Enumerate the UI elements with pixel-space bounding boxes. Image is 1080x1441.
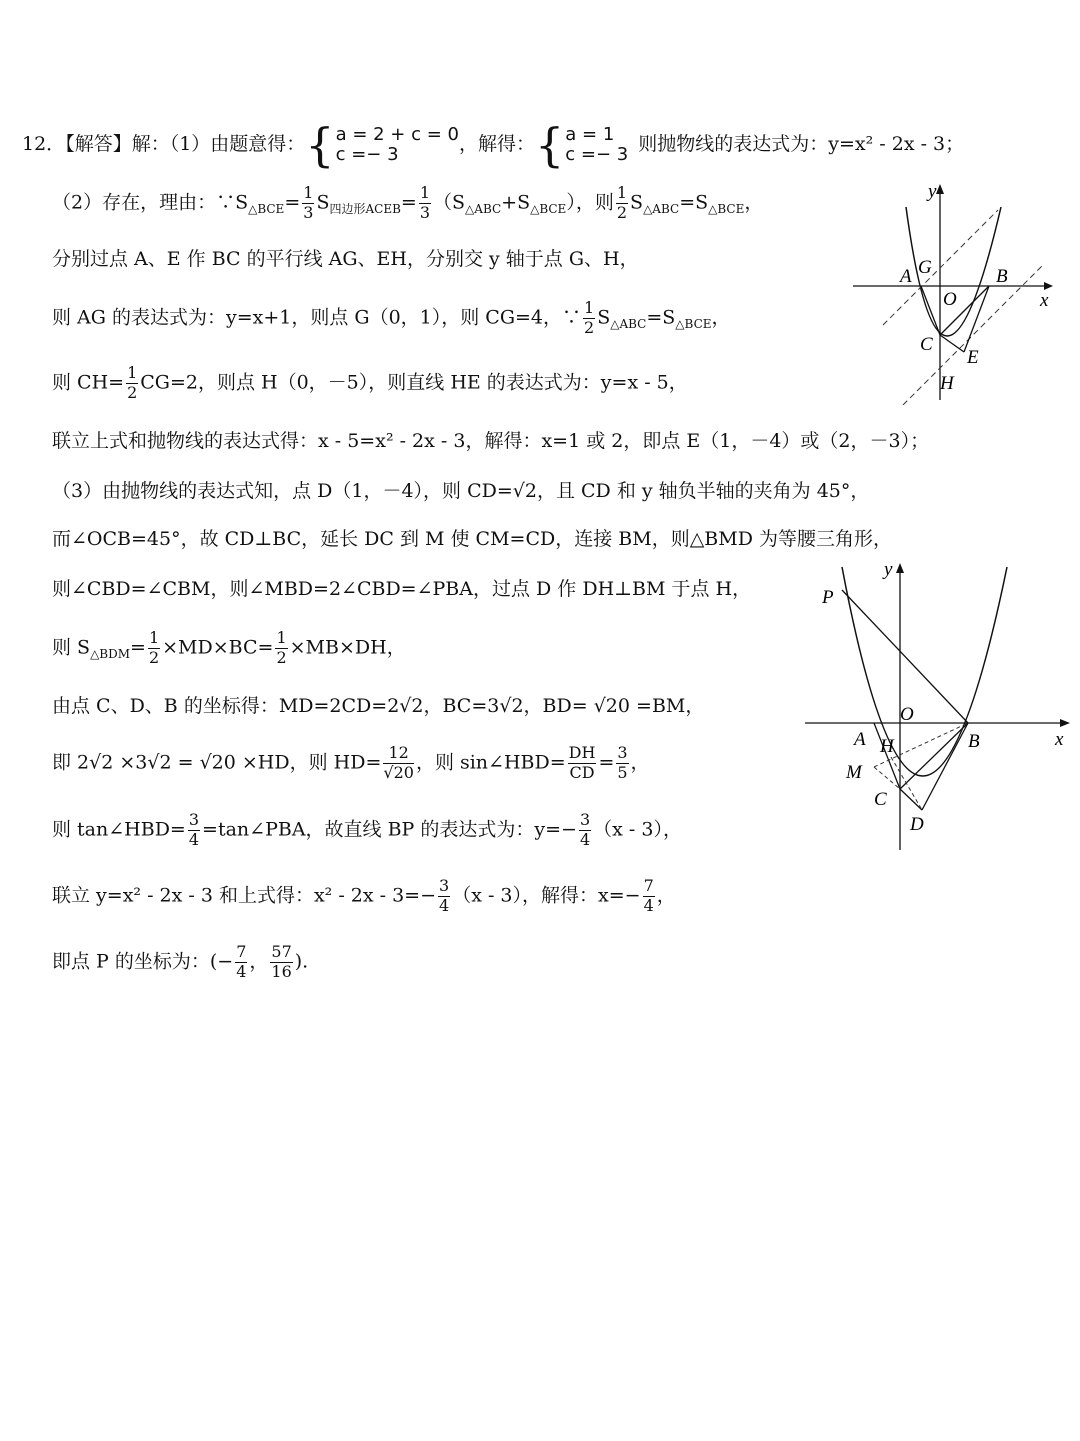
system-brace-2: {	[535, 118, 565, 172]
system1-row2: c =− 3	[335, 144, 399, 165]
part1-lead: 解：（1）由题意得：	[131, 133, 306, 155]
p2-l4a: 则 CH=	[52, 371, 125, 394]
p2-sub: 四边形ACEB	[329, 202, 401, 217]
p2-eq: =	[284, 191, 301, 214]
p3-l7c: （x - 3），	[593, 818, 682, 841]
p3-l4d: ×MB×DH，	[289, 636, 406, 659]
fraction-12-sqrt20	[383, 745, 414, 782]
numerator: 3	[188, 810, 200, 829]
fraction-3-5	[616, 745, 628, 782]
fraction-7-4	[643, 878, 655, 915]
equation-system-2	[565, 125, 628, 165]
denominator: 5	[617, 762, 628, 782]
numerator: DH	[568, 743, 596, 762]
label-e: E	[967, 347, 979, 368]
p2-sub: △BCE	[675, 317, 712, 332]
p2-eq: =S	[679, 191, 709, 214]
denominator: 4	[236, 961, 247, 981]
x-axis-arrow-icon	[1044, 282, 1053, 290]
p3-l7a: 则 tan∠HBD=	[52, 818, 186, 841]
label-a: A	[854, 729, 866, 750]
p3-l6b: ，则 sin∠HBD=	[415, 751, 566, 774]
numerator: 3	[579, 810, 591, 829]
part3-line-2	[52, 530, 892, 549]
fraction-dh-cd	[568, 745, 597, 782]
equation-system-1	[336, 125, 459, 165]
p3-l7b: =tan∠PBA，故直线 BP 的表达式为：y=−	[202, 818, 577, 841]
fraction-1-2	[583, 300, 595, 337]
parabola	[842, 567, 1007, 776]
answer-tag: 【解答】	[65, 133, 132, 155]
part3-line-7	[52, 812, 682, 849]
label-o: O	[900, 704, 914, 725]
numerator: 1	[276, 628, 287, 647]
label-d: D	[910, 814, 924, 835]
p2-l5: 联立上式和抛物线的表达式得：x - 5=x² - 2x - 3，解得：x=1 或 2，即点 E（1，－4）或（2，－3）；	[52, 430, 930, 452]
system-brace-1: {	[305, 118, 335, 172]
segment-ac	[921, 286, 940, 335]
denominator: 2	[148, 647, 160, 667]
p3-sub: △BDM	[90, 647, 131, 662]
p3-comma: ，	[630, 751, 650, 774]
p2-l3a: 则 AG 的表达式为：y=x+1，则点 G（0，1），则 CG=4，∵	[52, 306, 582, 329]
p2-sub: △ABC	[610, 317, 647, 332]
part2-line-4	[52, 365, 688, 402]
fraction-7-4	[235, 944, 247, 981]
sqrt-2: √2	[512, 480, 537, 502]
numerator: 3	[439, 876, 450, 895]
part2-line-3	[52, 300, 731, 337]
p3-comma: ，	[656, 884, 676, 907]
label-b: B	[968, 731, 980, 752]
part3-line-8	[52, 878, 676, 915]
system2-row2: c =− 3	[565, 144, 629, 165]
numerator: 1	[616, 183, 628, 202]
label-c: C	[874, 789, 887, 810]
numerator: 3	[617, 743, 628, 762]
label-b: B	[996, 266, 1008, 287]
label-g: G	[918, 257, 932, 278]
denominator: 2	[276, 647, 287, 667]
label-y: y	[884, 559, 893, 580]
part3-line-5	[52, 697, 704, 716]
p3-l4c: ×MD×BC=	[162, 636, 274, 659]
question-line-1	[22, 118, 965, 172]
p3-l1c: ，且 CD 和 y 轴负半轴的夹角为 45°，	[536, 480, 870, 502]
p3-l3: 则∠CBD=∠CBM，则∠MBD=2∠CBD=∠PBA，过点 D 作 DH⊥BM 于点 H，	[52, 578, 752, 600]
p2-comma: ，	[744, 191, 764, 214]
p2-comma: ，	[711, 306, 731, 329]
p3-l4a: 则 S	[52, 636, 91, 659]
p2-s: S	[316, 191, 330, 214]
segment-cd	[900, 789, 922, 810]
question-number: 12．	[22, 133, 66, 155]
denominator: √20	[383, 762, 414, 782]
denominator: 2	[616, 202, 628, 222]
numerator: 7	[643, 876, 654, 895]
numerator: 7	[236, 942, 247, 961]
label-a: A	[900, 266, 912, 287]
label-y: y	[928, 181, 937, 202]
p2-sub: △ABC	[465, 202, 502, 217]
denominator: CD	[569, 762, 595, 782]
denominator: 4	[439, 895, 450, 915]
p2-sub: △ABC	[643, 202, 680, 217]
p2-l2: 分别过点 A、E 作 BC 的平行线 AG、EH，分别交 y 轴于点 G、H，	[52, 248, 639, 270]
figure-part3	[800, 555, 1075, 855]
numerator: 1	[127, 363, 138, 382]
p3-l9c: ).	[294, 950, 309, 973]
part3-line-4	[52, 630, 406, 667]
part3-line-6	[52, 745, 650, 782]
y-axis-arrow-icon	[896, 563, 904, 573]
p3-l5: 由点 C、D、B 的坐标得：MD=2CD=2√2，BC=3√2，BD= √20 =BM，	[52, 695, 705, 717]
label-h: H	[880, 736, 894, 757]
p2-eq: =S	[646, 306, 676, 329]
numerator: 1	[584, 298, 595, 317]
p2-sub: △BCE	[248, 202, 285, 217]
p2-s: S	[630, 191, 644, 214]
part2-line-2	[52, 250, 639, 269]
label-c: C	[920, 334, 933, 355]
label-o: O	[943, 289, 957, 310]
label-x: x	[1040, 290, 1049, 311]
p2-l4b: CG=2，则点 H（0，－5），则直线 HE 的表达式为：y=x - 5，	[140, 371, 688, 394]
figure-part2	[848, 175, 1058, 405]
label-h: H	[940, 373, 954, 394]
denominator: 2	[584, 317, 595, 337]
p3-l8b: （x - 3），解得：x=−	[452, 884, 641, 907]
label-m: M	[846, 762, 862, 783]
p3-l6a: 即 2√2 ×3√2 = √20 ×HD，则 HD=	[52, 751, 382, 774]
numerator: 1	[419, 183, 431, 202]
p2-l1a: （2）存在，理由：∵S	[52, 191, 249, 214]
part1-solved-text: ，解得：	[459, 133, 536, 155]
numerator: 1	[148, 628, 160, 647]
system2-row1: a = 1	[565, 124, 615, 146]
label-p: P	[822, 587, 834, 608]
p3-eq: =	[598, 751, 615, 774]
segment-db	[922, 723, 968, 810]
denominator: 4	[579, 829, 591, 849]
denominator: 4	[188, 829, 200, 849]
numerator: 1	[303, 183, 314, 202]
segment-cb	[900, 723, 968, 789]
segment-ce	[940, 335, 964, 352]
part1-result: 则抛物线的表达式为：y=x² - 2x - 3；	[638, 133, 965, 155]
y-axis-arrow-icon	[936, 184, 944, 194]
numerator: 57	[271, 942, 292, 961]
p2-paren: （S	[433, 191, 466, 214]
part3-line-3	[52, 580, 751, 599]
system1-row1: a = 2 + c = 0	[335, 124, 459, 146]
p3-eq: =	[130, 636, 146, 659]
denominator: 2	[127, 382, 138, 402]
p2-eq: =	[400, 191, 417, 214]
p3-l9a: 即点 P 的坐标为：(−	[52, 950, 234, 973]
fraction-3-4	[438, 878, 450, 915]
fraction-1-3	[419, 185, 431, 222]
denominator: 16	[271, 961, 292, 981]
p2-sub: △BCE	[530, 202, 567, 217]
fraction-1-2	[148, 630, 160, 667]
part3-line-1	[52, 482, 869, 501]
segment-dh	[891, 757, 922, 810]
p2-sub: △BCE	[708, 202, 745, 217]
fraction-3-4	[188, 812, 200, 849]
p3-l1a: （3）由抛物线的表达式知，点 D（1，－4），则 CD=	[52, 480, 513, 502]
part2-line-5	[52, 432, 929, 451]
part2-line-1	[52, 185, 763, 222]
p3-l8a: 联立 y=x² - 2x - 3 和上式得：x² - 2x - 3=−	[52, 884, 437, 907]
denominator: 3	[419, 202, 431, 222]
numerator: 12	[383, 745, 414, 764]
p2-s: S	[597, 306, 611, 329]
p2-plus: +S	[501, 191, 531, 214]
segment-eb	[964, 286, 989, 352]
part3-line-9	[52, 944, 308, 981]
fraction-1-2	[616, 185, 628, 222]
p2-then: ），则	[566, 191, 614, 214]
fraction-1-2	[275, 630, 287, 667]
label-x: x	[1055, 729, 1064, 750]
fraction-1-3	[302, 185, 314, 222]
p3-comma: ，	[249, 950, 269, 973]
denominator: 4	[643, 895, 654, 915]
fraction-3-4	[579, 812, 591, 849]
fraction-57-16	[270, 944, 292, 981]
denominator: 3	[303, 202, 314, 222]
fraction-1-2	[126, 365, 138, 402]
p3-l2: 而∠OCB=45°，故 CD⊥BC，延长 DC 到 M 使 CM=CD，连接 BM，则△BMD 为等腰三角形，	[52, 528, 892, 550]
x-axis-arrow-icon	[1060, 719, 1070, 727]
